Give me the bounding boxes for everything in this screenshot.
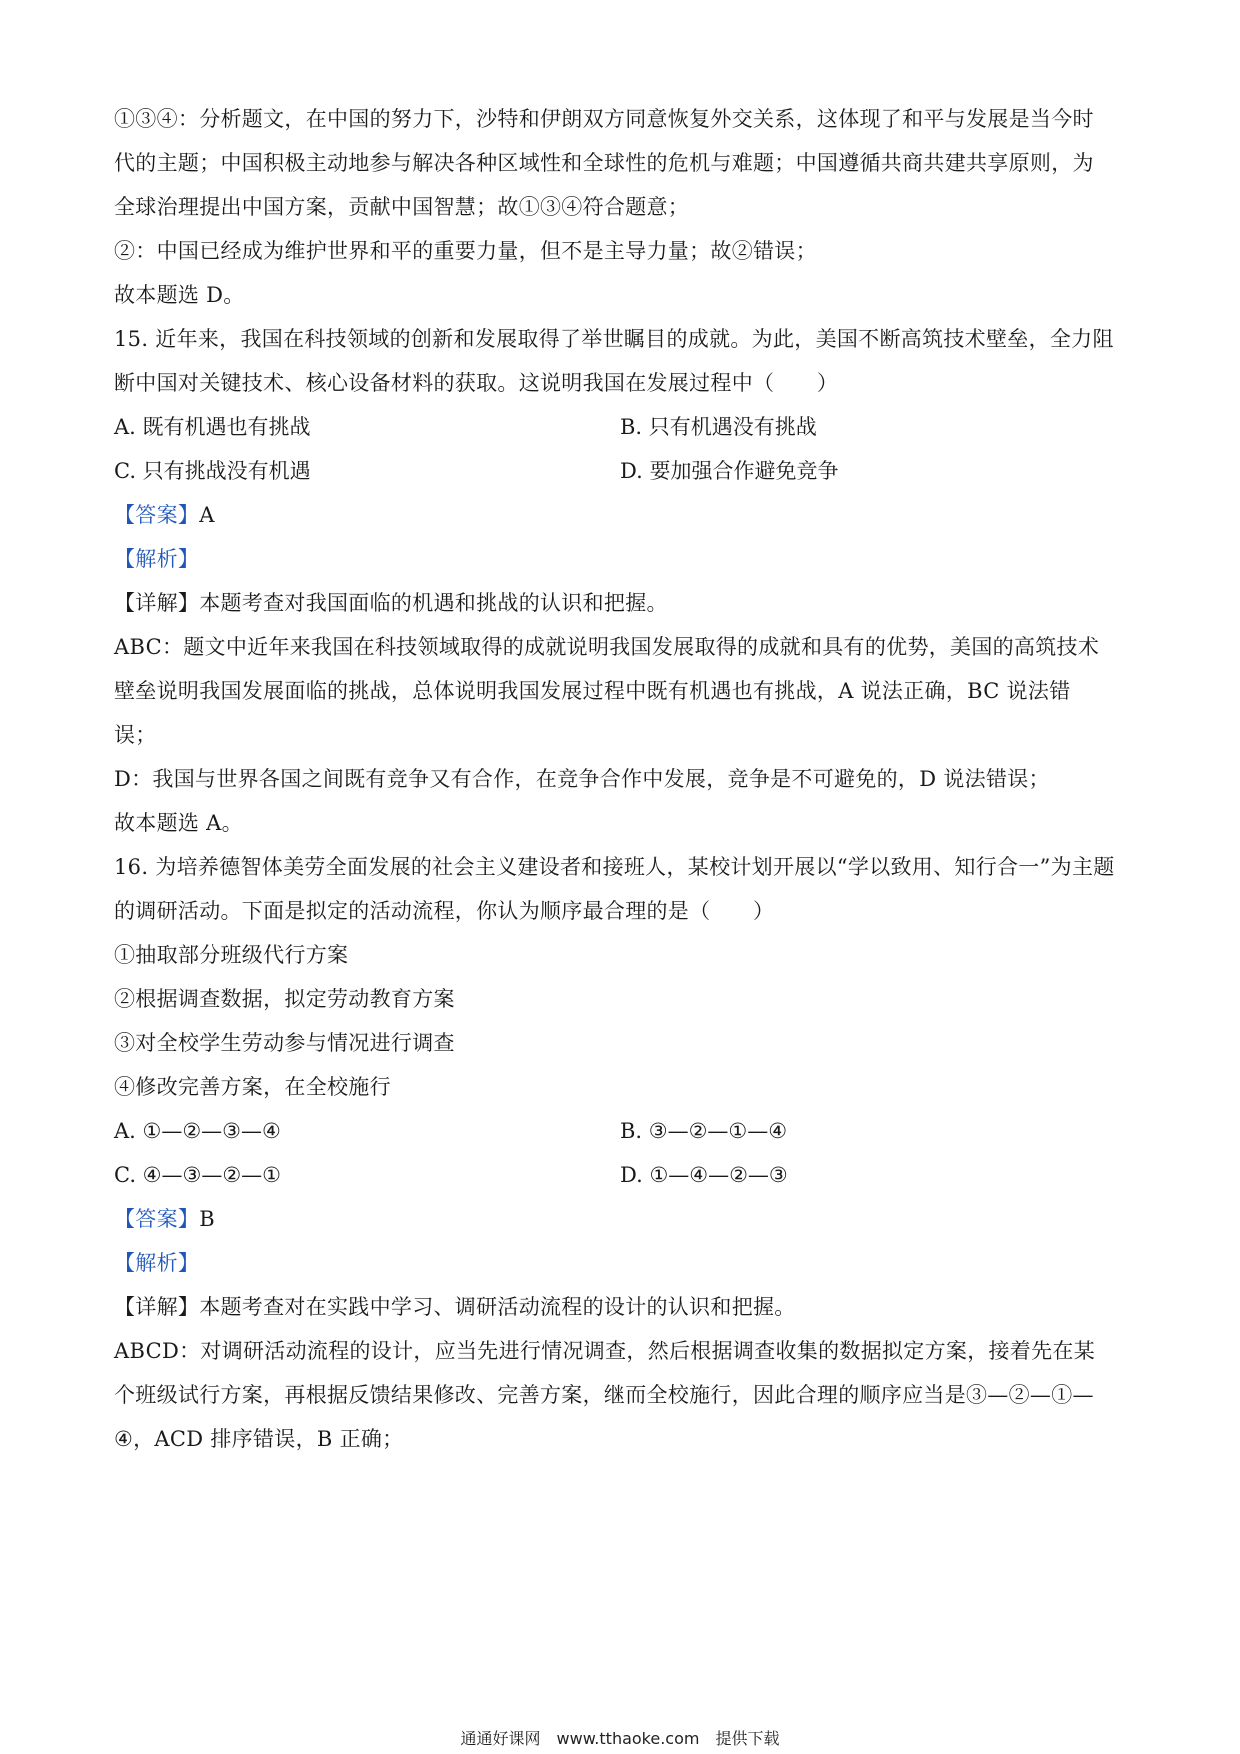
q16-option-c: C. ④—③—②—① bbox=[114, 1163, 281, 1187]
prev-analysis-line: ②：中国已经成为维护世界和平的重要力量，但不是主导力量；故②错误； bbox=[114, 239, 817, 263]
q16-option-b: B. ③—②—①—④ bbox=[620, 1119, 788, 1143]
q16-step-1: ①抽取部分班级代行方案 bbox=[114, 943, 349, 967]
detail-tag: 【详解】 bbox=[114, 591, 200, 615]
q15-option-c: C. 只有挑战没有机遇 bbox=[114, 459, 311, 483]
q15-option-d: D. 要加强合作避免竞争 bbox=[620, 459, 839, 483]
q15-explanation-line: 误； bbox=[114, 723, 157, 747]
answer-value: B bbox=[199, 1207, 215, 1231]
prev-analysis-line: ①③④：分析题文，在中国的努力下，沙特和伊朗双方同意恢复外交关系，这体现了和平与发展是当今时 bbox=[114, 107, 1094, 131]
q15-stem: 15. 近年来，我国在科技领域的创新和发展取得了举世瞩目的成就。为此，美国不断高筑技术壁垒，全力阻 bbox=[114, 327, 1114, 351]
q15-analysis-tag: 【解析】 bbox=[114, 547, 200, 571]
q15-explanation-line: 壁垒说明我国发展面临的挑战，总体说明我国发展过程中既有机遇也有挑战，A 说法正确，BC 说法错 bbox=[114, 679, 1071, 703]
q16-option-d: D. ①—④—②—③ bbox=[620, 1163, 788, 1187]
q16-stem: 16. 为培养德智体美劳全面发展的社会主义建设者和接班人，某校计划开展以“学以致用、知行合一”为主题 bbox=[114, 855, 1115, 879]
q15-explanation-line: ABC：题文中近年来我国在科技领域取得的成就说明我国发展取得的成就和具有的优势，美国的高筑技术 bbox=[114, 635, 1100, 659]
answer-tag: 【答案】 bbox=[114, 503, 200, 527]
detail-text: 本题考查对我国面临的机遇和挑战的认识和把握。 bbox=[199, 591, 668, 615]
q15-stem: 断中国对关键技术、核心设备材料的获取。这说明我国在发展过程中（ ） bbox=[114, 371, 839, 395]
q16-answer bbox=[114, 1204, 215, 1234]
q15-answer bbox=[114, 500, 215, 530]
q16-stem: 的调研活动。下面是拟定的活动流程，你认为顺序最合理的是（ ） bbox=[114, 899, 775, 923]
page-footer: 通通好课网 www.tthaoke.com 提供下载 bbox=[460, 1729, 780, 1748]
prev-analysis-line: 代的主题；中国积极主动地参与解决各种区域性和全球性的危机与难题；中国遵循共商共建共享原则，为 bbox=[114, 151, 1094, 175]
detail-tag: 【详解】 bbox=[114, 1295, 200, 1319]
prev-conclusion: 故本题选 D。 bbox=[114, 283, 245, 307]
answer-value: A bbox=[199, 503, 215, 527]
q16-detail bbox=[114, 1292, 796, 1322]
detail-text: 本题考查对在实践中学习、调研活动流程的设计的认识和把握。 bbox=[199, 1295, 796, 1319]
q16-explanation-line: ④，ACD 排序错误，B 正确； bbox=[114, 1427, 404, 1451]
q15-detail bbox=[114, 588, 668, 618]
q15-option-b: B. 只有机遇没有挑战 bbox=[620, 415, 817, 439]
q16-option-a: A. ①—②—③—④ bbox=[114, 1119, 281, 1143]
answer-tag: 【答案】 bbox=[114, 1207, 200, 1231]
q15-option-a: A. 既有机遇也有挑战 bbox=[114, 415, 311, 439]
q16-analysis-tag: 【解析】 bbox=[114, 1251, 200, 1275]
q16-step-2: ②根据调查数据，拟定劳动教育方案 bbox=[114, 987, 455, 1011]
prev-analysis-line: 全球治理提出中国方案，贡献中国智慧；故①③④符合题意； bbox=[114, 195, 690, 219]
q16-step-3: ③对全校学生劳动参与情况进行调查 bbox=[114, 1031, 455, 1055]
q16-step-4: ④修改完善方案，在全校施行 bbox=[114, 1075, 391, 1099]
q16-explanation-line: 个班级试行方案，再根据反馈结果修改、完善方案，继而全校施行，因此合理的顺序应当是③—②—①— bbox=[114, 1383, 1094, 1407]
q15-conclusion: 故本题选 A。 bbox=[114, 811, 243, 835]
q16-explanation-line: ABCD：对调研活动流程的设计，应当先进行情况调查，然后根据调查收集的数据拟定方案，接着先在某 bbox=[114, 1339, 1095, 1363]
q15-explanation-line: D：我国与世界各国之间既有竞争又有合作，在竞争合作中发展，竞争是不可避免的，D 说法错误； bbox=[114, 767, 1050, 791]
